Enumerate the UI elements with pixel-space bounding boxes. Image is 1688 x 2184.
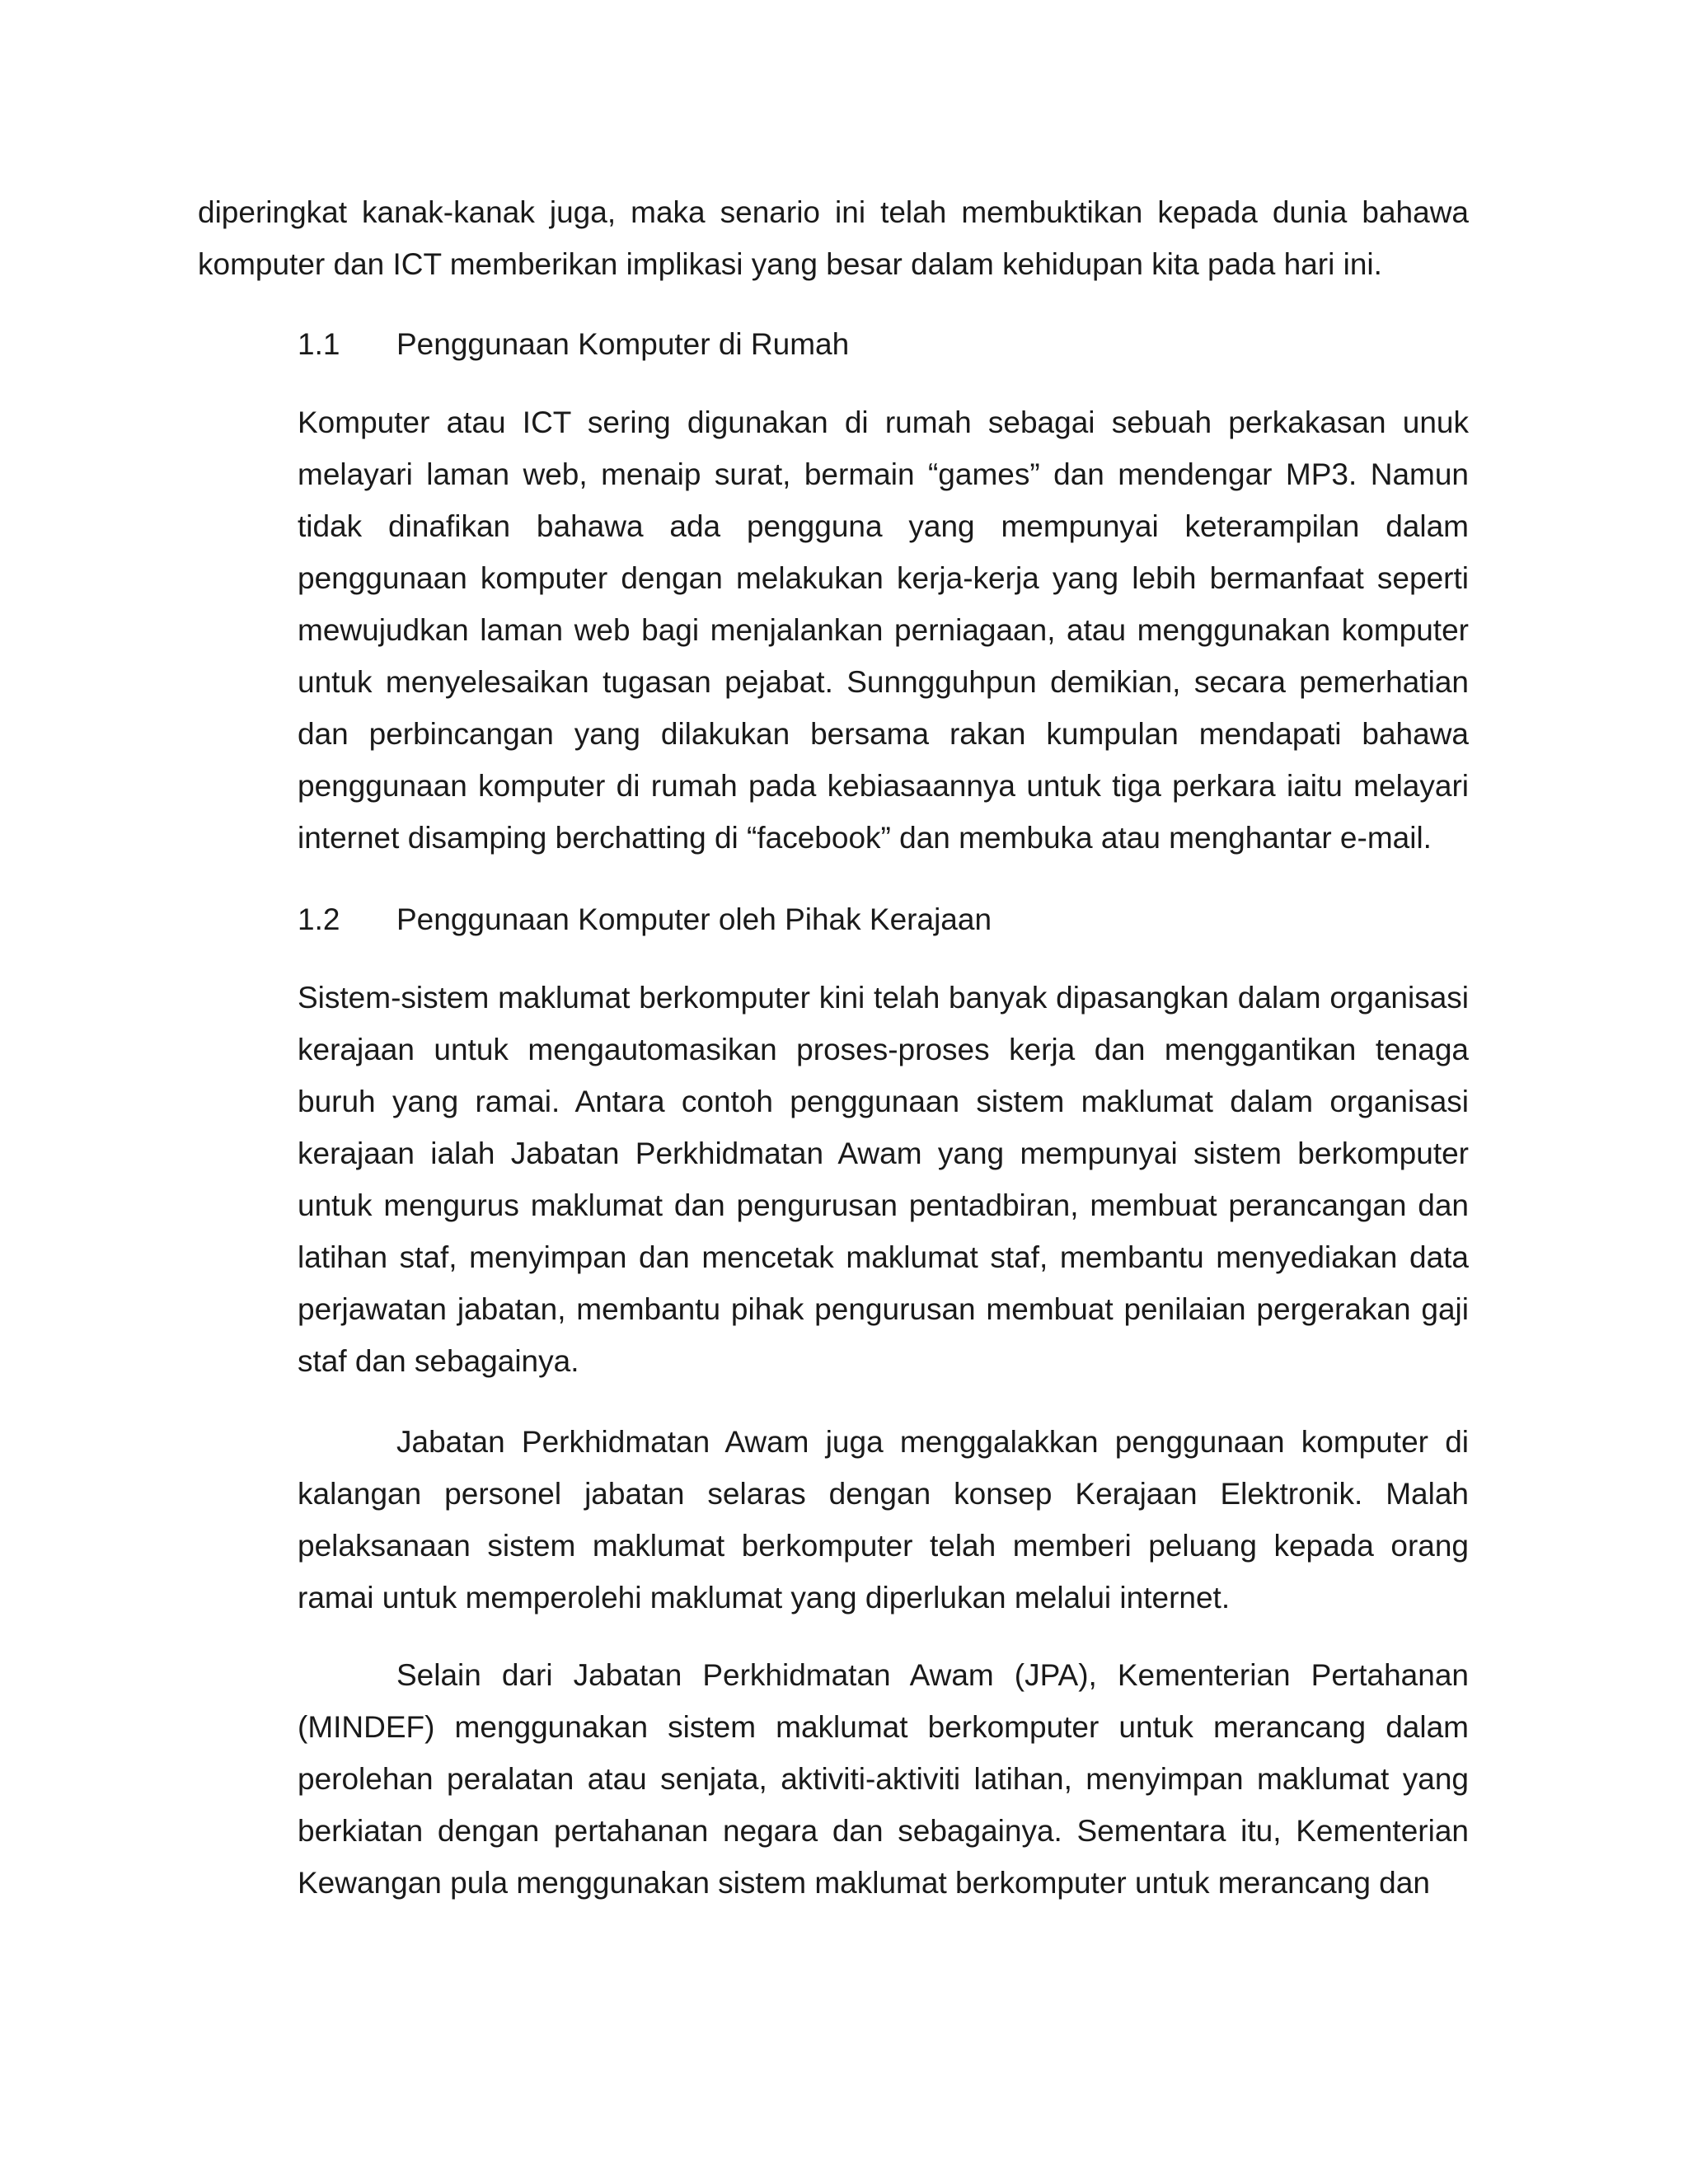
section-title: Penggunaan Komputer oleh Pihak Kerajaan — [396, 902, 992, 936]
section-title: Penggunaan Komputer di Rumah — [396, 327, 850, 361]
section-number: 1.2 — [298, 902, 340, 936]
section-heading-1-1 — [298, 318, 1469, 370]
section-number: 1.1 — [298, 327, 340, 361]
section-heading-1-2 — [298, 893, 1469, 945]
intro-paragraph: diperingkat kanak-kanak juga, maka senario ini telah membuktikan kepada dunia bahawa komputer dan ICT memberikan implikasi yang besar dalam kehidupan kita pada hari ini. — [198, 195, 1469, 281]
section-1-1-paragraph: Komputer atau ICT sering digunakan di rumah sebagai sebuah perkakasan unuk melayari laman web, menaip surat, bermain “games” dan mendengar MP3. Namun tidak dinafikan bahawa ada pengguna yang mempunyai keterampilan dalam penggunaan komputer dengan melakukan kerja-kerja yang lebih bermanfaat seperti mewujudkan laman web bagi menjalankan perniagaan, atau menggunakan komputer untuk menyelesaikan tugasan pejabat. Sunngguhpun demikian, secara pemerhatian dan perbincangan yang dilakukan bersama rakan kumpulan mendapati bahawa penggunaan komputer di rumah pada kebiasaannya untuk tiga perkara iaitu melayari internet disamping berchatting di “facebook” dan membuka atau menghantar e-mail. — [298, 405, 1469, 855]
section-1-2-paragraph-1: Sistem-sistem maklumat berkomputer kini telah banyak dipasangkan dalam organisasi kerajaan untuk mengautomasikan proses-proses kerja dan menggantikan tenaga buruh yang ramai. Antara contoh penggunaan sistem maklumat dalam organisasi kerajaan ialah Jabatan Perkhidmatan Awam yang mempunyai sistem berkomputer untuk mengurus maklumat dan pengurusan pentadbiran, membuat perancangan dan latihan staf, menyimpan dan mencetak maklumat staf, membantu menyediakan data perjawatan jabatan, membantu pihak pengurusan membuat penilaian pergerakan gaji staf dan sebagainya. — [298, 981, 1469, 1378]
section-1-2-paragraph-3: Selain dari Jabatan Perkhidmatan Awam (JPA), Kementerian Pertahanan (MINDEF) menggunakan sistem maklumat berkomputer untuk merancang dalam perolehan peralatan atau senjata, aktiviti-aktiviti latihan, menyimpan maklumat yang berkiatan dengan pertahanan negara dan sebagainya. Sementara itu, Kementerian Kewangan pula menggunakan sistem maklumat berkomputer untuk merancang dan — [298, 1658, 1469, 1900]
section-1-2-paragraph-2: Jabatan Perkhidmatan Awam juga menggalakkan penggunaan komputer di kalangan personel jabatan selaras dengan konsep Kerajaan Elektronik. Malah pelaksanaan sistem maklumat berkomputer telah memberi peluang kepada orang ramai untuk memperolehi maklumat yang diperlukan melalui internet. — [298, 1425, 1469, 1615]
